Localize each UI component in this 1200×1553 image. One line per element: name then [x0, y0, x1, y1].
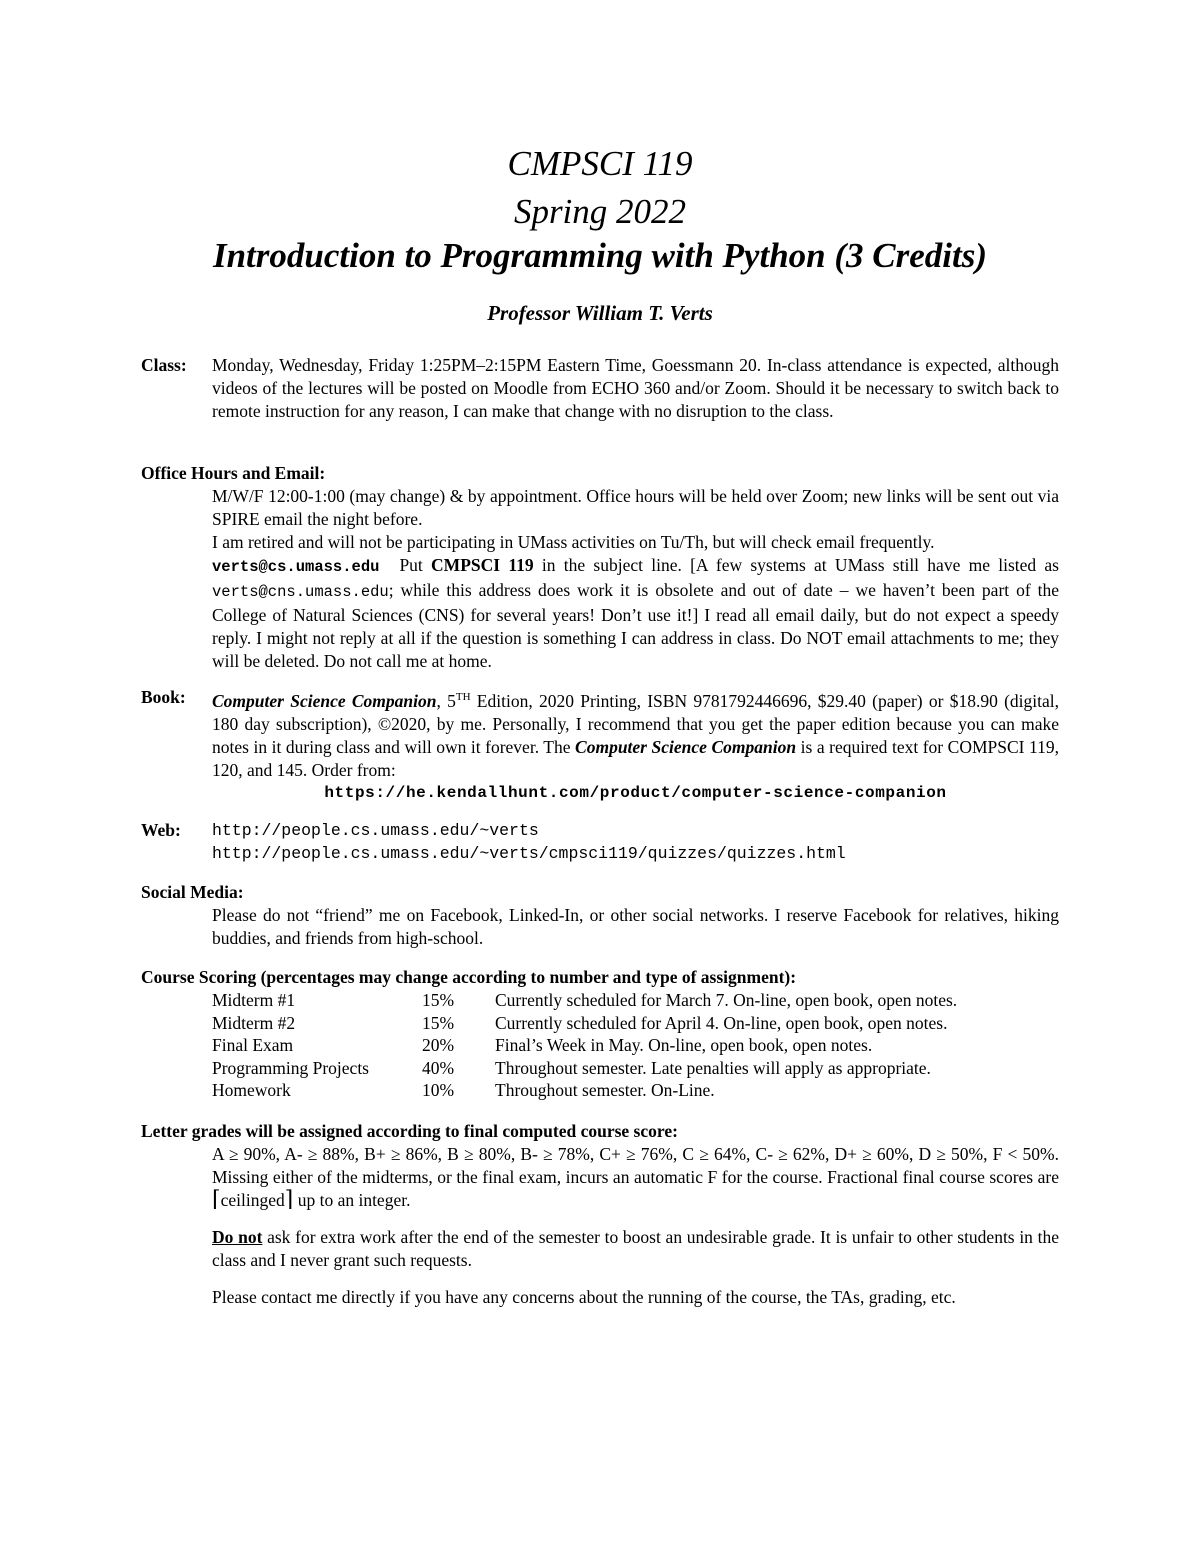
web-label: Web:	[141, 820, 181, 840]
office-email-paragraph: verts@cs.umass.edu Put CMPSCI 119 in the subject line. [A few systems at UMass still have me listed as verts@cns.umass.edu; while this address does work it is obsolete and out of date – we haven’t been part of the College of Natural Sciences (CNS) for several years! Don’t use it!] I read all email daily, but do not expect a speedy reply. I might not reply at all if the question is something I can address in class. Do NOT email attachments to me; they will be deleted. Do not call me at home.	[212, 555, 1059, 671]
grades-heading: Letter grades will be assigned according to final computed course score:	[141, 1121, 678, 1141]
grades-section	[141, 1120, 1061, 1307]
scoring-table	[212, 989, 957, 1102]
social-heading: Social Media:	[141, 882, 244, 902]
scoring-heading: Course Scoring (percentages may change according to number and type of assignment):	[141, 967, 797, 987]
social-text: Please do not “friend” me on Facebook, Linked-In, or other social networks. I reserve Facebook for relatives, hiking buddies, and friends from high-school.	[212, 905, 1059, 948]
professor-name: Professor William T. Verts	[487, 301, 713, 325]
book-label: Book:	[141, 687, 186, 707]
extra-work-text: Do not ask for extra work after the end of the semester to boost an undesirable grade. It is unfair to other students in the class and I never grant such requests.	[212, 1227, 1060, 1270]
book-title: Computer Science Companion	[212, 690, 437, 711]
subject-course: CMPSCI 119	[431, 555, 534, 575]
grade-scale-text: A ≥ 90%, A- ≥ 88%, B+ ≥ 86%, B ≥ 80%, B- ≥ 78%, C+ ≥ 76%, C ≥ 64%, C- ≥ 62%, D+ ≥ 60%, D ≥ 50%, F < 50%. Missing either of the midterms, or the final exam, incurs an automatic F for the course. Fractional final course scores are ⌈ceilinged⌉ up to an integer.	[212, 1144, 1059, 1211]
do-not-emphasis: Do not	[212, 1227, 263, 1247]
contact-text: Please contact me directly if you have any concerns about the running of the course, the TAs, grading, etc.	[212, 1287, 956, 1307]
web-link-home[interactable]: http://people.cs.umass.edu/~verts	[212, 821, 539, 840]
office-section	[141, 462, 1061, 671]
social-section	[141, 881, 1061, 948]
table-row: Programming Projects 40% Throughout semester. Late penalties will apply as appropriate.	[212, 1057, 931, 1078]
course-term: Spring 2022	[513, 192, 687, 231]
course-number: CMPSCI 119	[507, 144, 693, 183]
book-title-inline: Computer Science Companion	[575, 736, 797, 757]
office-heading: Office Hours and Email:	[141, 463, 326, 483]
book-text: Computer Science Companion, 5TH Edition, 2020 Printing, ISBN 9781792446696, $29.40 (paper) or $18.90 (digital, 180 day subscription), ©2020, by me. Personally, I recommend that you get the paper edition because you can make notes in it during class and will own it forever. The Computer Science Companion is a required text for COMPSCI 119, 120, and 145. Order from:	[212, 690, 1060, 780]
scoring-section	[141, 966, 1061, 1102]
office-retired-text: I am retired and will not be participating in UMass activities on Tu/Th, but will check email frequently.	[212, 532, 935, 552]
table-row: Midterm #1 15% Currently scheduled for March 7. On-line, open book, open notes.	[212, 990, 958, 1010]
web-link-quizzes[interactable]: http://people.cs.umass.edu/~verts/cmpsci119/quizzes/quizzes.html	[212, 844, 846, 863]
table-row: Homework 10% Throughout semester. On-Line.	[212, 1080, 715, 1100]
book-order-link[interactable]: https://he.kendallhunt.com/product/computer-science-companion	[324, 783, 947, 802]
office-hours-text: M/W/F 12:00-1:00 (may change) & by appointment. Office hours will be held over Zoom; new links will be sent out via SPIRE email the night before.	[212, 486, 1059, 529]
class-text: Monday, Wednesday, Friday 1:25PM–2:15PM Eastern Time, Goessmann 20. In-class attendance is expected, although videos of the lectures will be posted on Moodle from ECHO 360 and/or Zoom. Should it be necessary to switch back to remote instruction for any reason, I can make that change with no disruption to the class.	[212, 355, 1059, 421]
class-label: Class:	[141, 355, 187, 375]
table-row: Midterm #2 15% Currently scheduled for April 4. On-line, open book, open notes.	[212, 1012, 948, 1033]
table-row: Final Exam 20% Final’s Week in May. On-line, open book, open notes.	[212, 1035, 873, 1055]
course-title: Introduction to Programming with Python (3 Credits)	[212, 236, 988, 275]
old-email-address[interactable]: verts@cns.umass.edu	[212, 583, 389, 601]
email-address[interactable]: verts@cs.umass.edu	[212, 558, 380, 576]
